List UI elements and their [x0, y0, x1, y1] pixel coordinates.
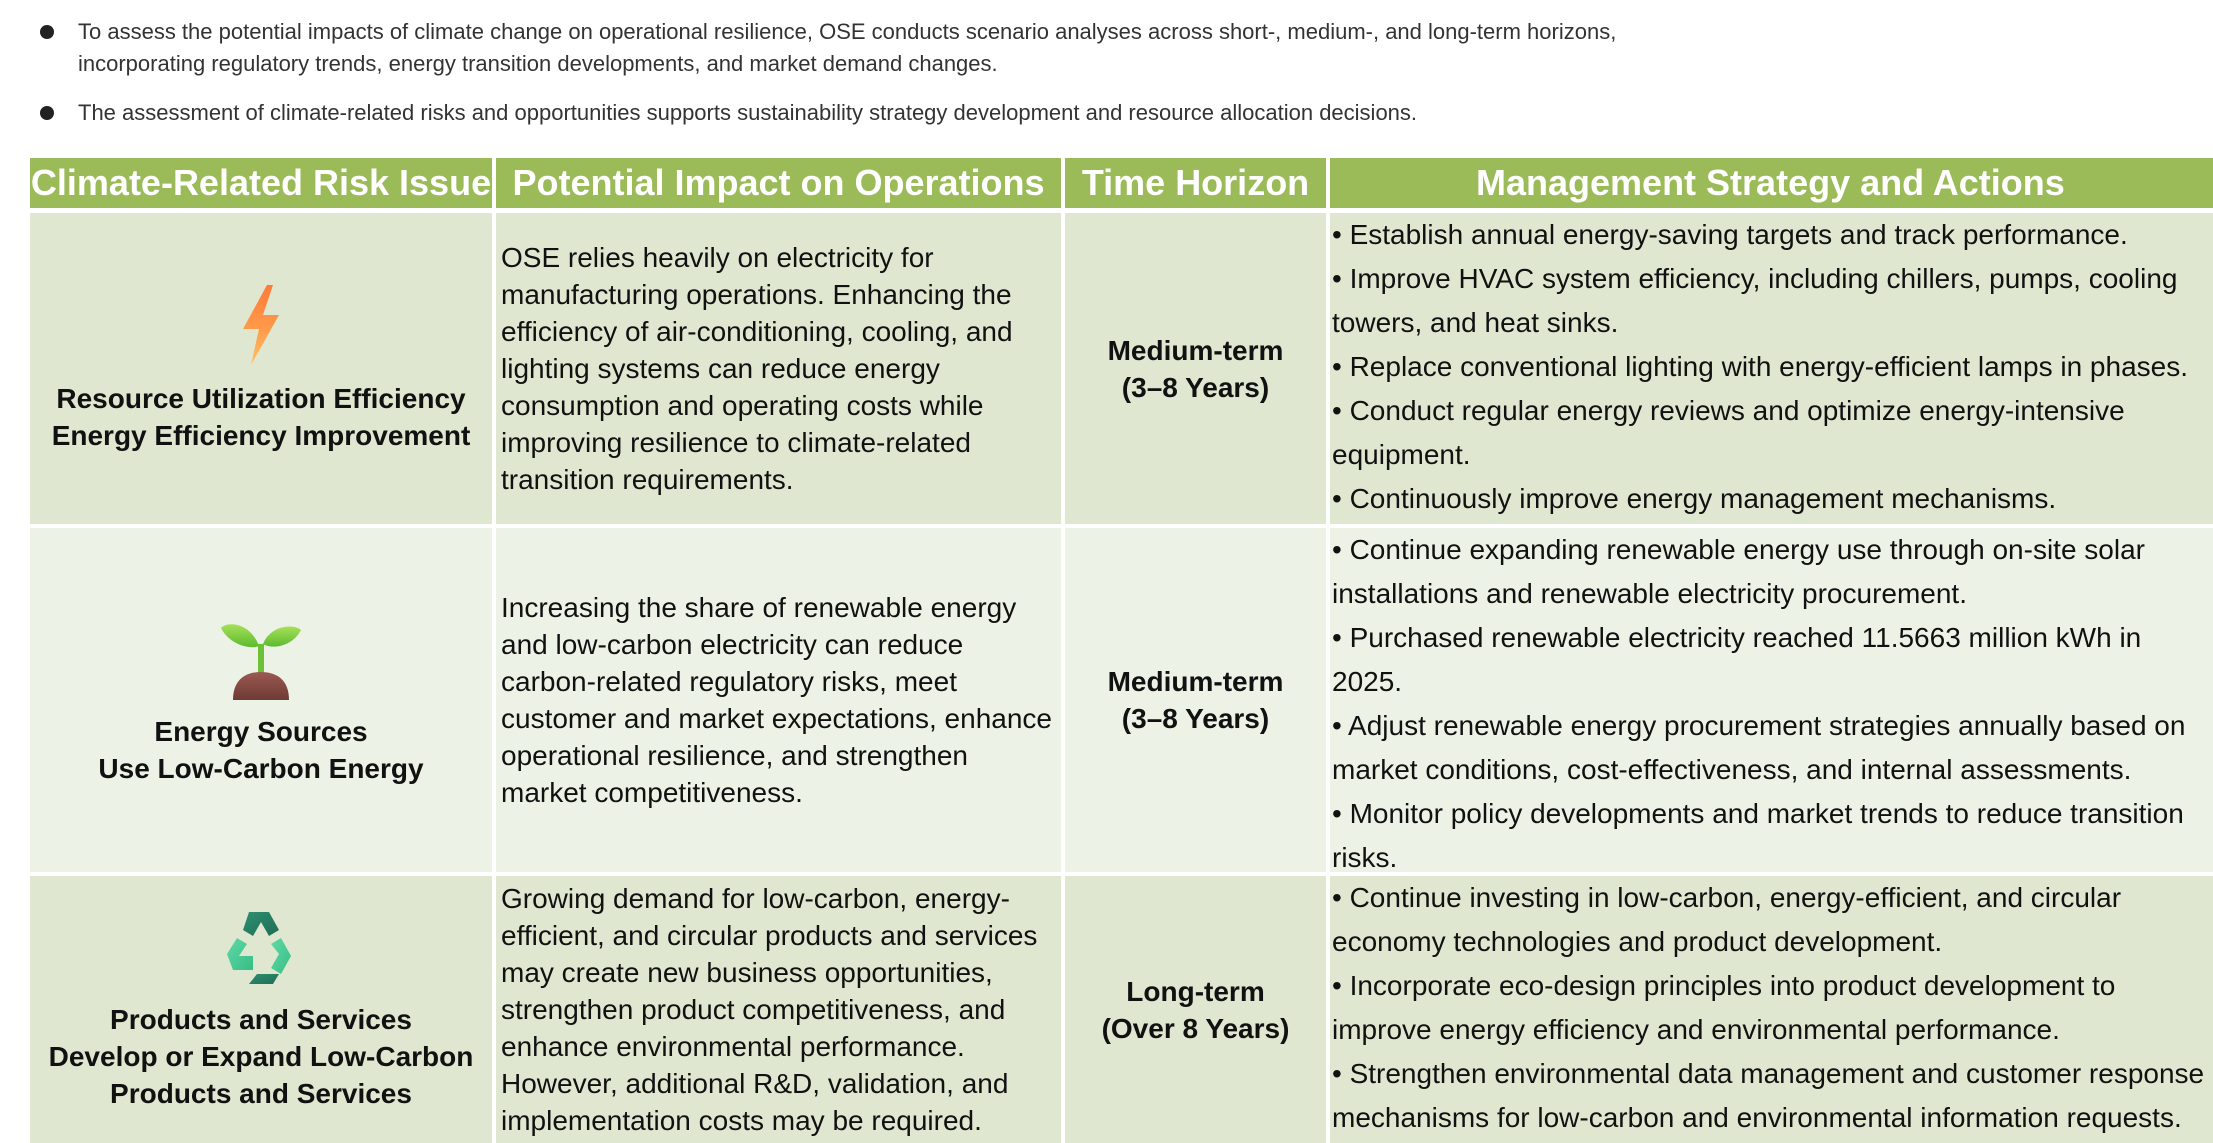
- header-time-horizon: Time Horizon: [1065, 158, 1326, 208]
- intro-bullet-text: The assessment of climate-related risks and opportunities supports sustainability strategy development and resource allocation decisions.: [78, 100, 1418, 125]
- header-management-strategy: Management Strategy and Actions: [1330, 158, 2213, 208]
- table-row-3-issue: [30, 876, 492, 1143]
- table-row-1-horizon: [1065, 213, 1326, 524]
- bullet-dot-icon: [40, 106, 54, 120]
- action-item: • Continue expanding renewable energy use through on-site solar installations and renewable electricity procurement.: [1332, 534, 2145, 609]
- action-item: • Incorporate eco-design principles into product development to improve energy efficiency and environmental performance.: [1332, 970, 2116, 1045]
- issue-title: Develop or Expand Low-Carbon: [48, 1040, 474, 1072]
- action-item: • Replace conventional lighting with energy-efficient lamps in phases.: [1332, 351, 2188, 382]
- table-row-2-issue: [30, 528, 492, 872]
- horizon-years: (3–8 Years): [1121, 703, 1270, 734]
- impact-text: Growing demand for low-carbon, energy-efficient, and circular products and services may create new business opportunities, strengthen product competitiveness, and enhance environmental performance. However, additional R&D, validation, and implementation costs may be required.: [501, 883, 1038, 1136]
- issue-title: Energy Sources: [154, 715, 368, 747]
- impact-text: Increasing the share of renewable energy and low-carbon electricity can reduce carbon-related regulatory risks, meet customer and market expectations, enhance operational resilience, and strengthen market competitiveness.: [501, 592, 1052, 808]
- action-item: • Conduct regular energy reviews and optimize energy-intensive equipment.: [1332, 395, 2125, 470]
- table-row-1-issue: [30, 213, 492, 524]
- issue-title: Products and Services: [110, 1003, 412, 1035]
- action-item: • Continue investing in low-carbon, energy-efficient, and circular economy technologies and product development.: [1332, 882, 2122, 957]
- impact-text: OSE relies heavily on electricity for manufacturing operations. Enhancing the efficiency of air-conditioning, cooling, and lighting systems can reduce energy consumption and operating costs while improving resilience to climate-related transition requirements.: [501, 242, 1013, 495]
- intro-bullet-text: To assess the potential impacts of climate change on operational resilience, OSE conducts scenario analyses across short-, medium-, and long-term horizons, incorporating regulatory trends, energy transition developments, and market demand changes.: [78, 19, 1617, 76]
- action-item: • Improve HVAC system efficiency, including chillers, pumps, cooling towers, and heat sinks.: [1332, 263, 2178, 338]
- issue-title: Products and Services: [110, 1077, 412, 1109]
- table-row-3-horizon: [1065, 876, 1326, 1143]
- recycle-icon: [219, 908, 303, 997]
- action-item: • Continuously improve energy management mechanisms.: [1332, 483, 2057, 514]
- intro-bullets: [38, 16, 1738, 146]
- action-item: • Monitor policy developments and market trends to reduce transition risks.: [1332, 798, 2184, 872]
- header-potential-impact: Potential Impact on Operations: [496, 158, 1061, 208]
- table-row-2-horizon: [1065, 528, 1326, 872]
- header-risk-issue: Climate-Related Risk Issue: [30, 158, 492, 208]
- table-row-3-actions: [1330, 876, 2213, 1143]
- intro-bullet: [38, 97, 1738, 129]
- issue-subtitle: Use Low-Carbon Energy: [98, 752, 424, 784]
- seedling-icon: [219, 614, 303, 709]
- table-row-3-impact: [496, 876, 1061, 1143]
- bullet-dot-icon: [40, 25, 54, 39]
- intro-bullet: [38, 16, 1738, 80]
- horizon-term: Long-term: [1126, 975, 1265, 1007]
- action-item: • Strengthen environmental data management and customer response mechanisms for low-carbon and environmental information requests.: [1332, 1058, 2205, 1133]
- climate-risk-table: [30, 158, 2213, 1143]
- action-item: • Purchased renewable electricity reached 11.5663 million kWh in 2025.: [1332, 622, 2142, 697]
- horizon-years: (Over 8 Years): [1101, 1012, 1290, 1044]
- action-item: • Establish annual energy-saving targets and track performance.: [1332, 219, 2128, 250]
- action-item: • Adjust renewable energy procurement strategies annually based on market conditions, cost-effectiveness, and internal assessments.: [1332, 710, 2186, 785]
- horizon-term: Medium-term: [1107, 666, 1284, 697]
- table-row-1-impact: [496, 213, 1061, 524]
- lightning-bolt-icon: [237, 283, 285, 376]
- table-row-1-actions: [1330, 213, 2213, 524]
- issue-subtitle: Energy Efficiency Improvement: [51, 420, 471, 451]
- issue-title: Resource Utilization Efficiency: [56, 383, 466, 414]
- table-row-2-impact: [496, 528, 1061, 872]
- horizon-years: (3–8 Years): [1121, 371, 1270, 403]
- horizon-term: Medium-term: [1107, 334, 1284, 366]
- table-row-2-actions: [1330, 528, 2213, 872]
